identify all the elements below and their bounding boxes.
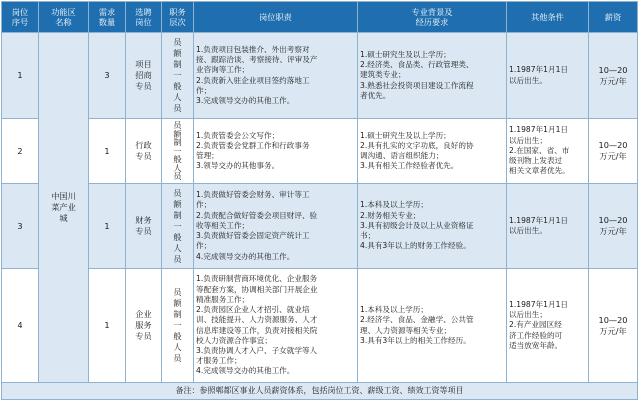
cell-requirements: 1.硕士研究生及以上学历； 2.经济类、食品类、行政管理类、 建筑类专业； 3.熟悉社会投资项目建设工作流程 者优先。 [358, 33, 507, 119]
recruitment-table [1, 1, 638, 400]
header-seq: 岗位 序号 [2, 2, 39, 33]
note-row [2, 383, 638, 400]
cell-seq: 4 [2, 269, 39, 383]
header-req: 专业背景及 经历要求 [358, 2, 507, 33]
header-level: 职务 层次 [162, 2, 194, 33]
cell-salary: 10—20 万元/年 [589, 33, 638, 119]
cell-post: 财务 专员 [126, 184, 162, 269]
header-salary: 薪资 [589, 2, 638, 33]
cell-salary: 10—20 万元/年 [589, 119, 638, 184]
cell-duties: 1.负责研制营商环境优化、企业服务 等配套方案，协调相关部门开展企业 精准服务工作； 2.负责园区企业人才招引、就业培 训、技能提升、人力资源服务、人才 信息库建设等工作，负责对接相关院 校人力资源合作事宜； 3.负责协调人才入户、子女就学等人 才服务工作； 4.完成领导交办的其他工作。 [194, 269, 358, 383]
cell-level: 员 额 制 一 般 人 员 [162, 184, 194, 269]
header-post: 选聘 岗位 [126, 2, 162, 33]
cell-level: 员 额 制 一 般 人 员 [162, 269, 194, 383]
cell-other: 1.1987年1月1日 以后出生； 2.有产业园区经 济工作经验的可 适当放宽年龄。 [507, 269, 589, 383]
table-row [2, 269, 638, 383]
cell-duties: 1.负责做好管委会财务、审计等工 作； 2.负责配合做好管委会项目财评、验 收等相关工作； 3.负责做好管委会固定资产统计工 作； 4.完成领导交办的其他工作。 [194, 184, 358, 269]
cell-requirements: 1.本科及以上学历； 2.经济学、食品、金融学、公共管 理、人力资源等相关专业； 3.具有3年以上的相关工作经历。 [358, 269, 507, 383]
cell-duties: 1.负责项目包装推介、外出考察对 接、跟踪洽谈、考察接待、评审及产 业咨询等工作； 2.负责新入驻企业项目签约落地工 作； 3.完成领导交办的其他工作。 [194, 33, 358, 119]
cell-salary: 10—20 万元/年 [589, 269, 638, 383]
cell-post: 项目 招商 专员 [126, 33, 162, 119]
table-row [2, 119, 638, 184]
cell-qty: 1 [89, 119, 126, 184]
cell-other: 1.1987年1月1日 以后出生； 2.在国家、省、市 级刊物上发表过 相关文章者优先。 [507, 119, 589, 184]
cell-seq: 3 [2, 184, 39, 269]
cell-qty: 3 [89, 33, 126, 119]
cell-qty: 1 [89, 184, 126, 269]
cell-post: 行政 专员 [126, 119, 162, 184]
cell-requirements: 1.硕士研究生及以上学历； 2.具有扎实的文字功底，良好的协 调沟通、语言组织能力； 3.具有相关工作经验者优先。 [358, 119, 507, 184]
header-qty: 需求 数量 [89, 2, 126, 33]
header-row [2, 2, 638, 33]
header-area: 功能区 名称 [39, 2, 89, 33]
cell-post: 企业 服务 专员 [126, 269, 162, 383]
note-text: 备注：参照郫都区事业人员薪资体系，包括岗位工资、薪级工资、绩效工资等项目 [2, 383, 638, 400]
cell-other: 1.1987年1月1日 以后出生。 [507, 33, 589, 119]
cell-requirements: 1.本科及以上学历； 2.财务相关专业； 3.具有初级会计及以上从业资格证 书； 4.具有3年以上的财务工作经验。 [358, 184, 507, 269]
cell-seq: 2 [2, 119, 39, 184]
cell-duties: 1.负责管委会公文写作； 2.负责管委会党群工作和行政事务 管理； 3.领导交办的其他事务。 [194, 119, 358, 184]
cell-level: 员 额 制 一 般 人 员 [162, 33, 194, 119]
header-other: 其他条件 [507, 2, 589, 33]
cell-seq: 1 [2, 33, 39, 119]
cell-salary: 10—20 万元/年 [589, 184, 638, 269]
cell-other: 1.1987年1月1日 以后出生。 [507, 184, 589, 269]
cell-qty: 1 [89, 269, 126, 383]
header-duty: 岗位职责 [194, 2, 358, 33]
table-row [2, 184, 638, 269]
cell-level: 员 额 制 一 般 人 员 [162, 119, 194, 184]
cell-area-name: 中国川 菜产业 城 [39, 33, 89, 383]
table-row [2, 33, 638, 119]
